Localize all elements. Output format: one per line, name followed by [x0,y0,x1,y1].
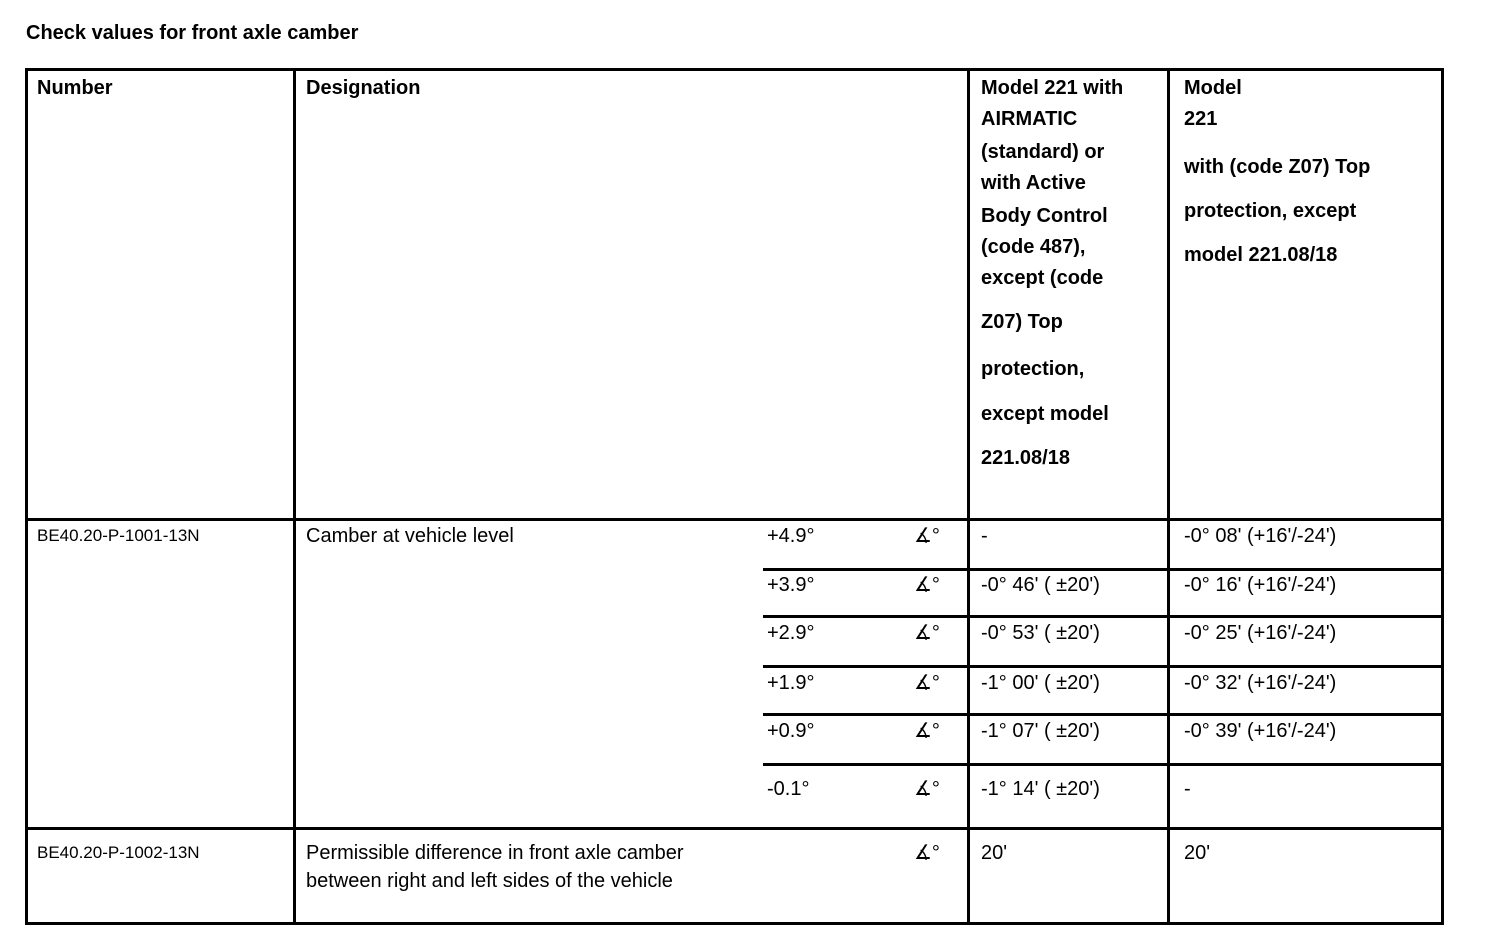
level-value: +3.9° [767,574,815,596]
airmatic-value: -0° 46' ( ±20') [981,574,1100,596]
col-divider-designation [967,68,970,925]
header-line: (code 487), [981,236,1086,258]
header-line: protection, [981,358,1085,380]
header-line: Body Control [981,205,1108,227]
page-title: Check values for front axle camber [26,22,359,44]
header-line: 221 [1184,108,1218,130]
header-line: Z07) Top [981,311,1063,333]
row-divider [25,827,1444,830]
row-designation-line-2: between right and left sides of the vehicle [306,870,673,892]
header-line: with Active [981,172,1086,194]
level-value: -0.1° [767,778,810,800]
subrow-divider-5 [763,763,1444,766]
top-protection-value: -0° 25' (+16'/-24') [1184,622,1337,644]
subrow-divider-1 [763,568,1444,571]
top-protection-value: -0° 39' (+16'/-24') [1184,720,1337,742]
airmatic-value: - [981,525,988,547]
row-designation: Camber at vehicle level [306,525,514,547]
airmatic-value: -1° 14' ( ±20') [981,778,1100,800]
top-protection-value: -0° 32' (+16'/-24') [1184,672,1337,694]
header-line: Model [1184,77,1242,99]
header-number: Number [37,77,113,99]
top-protection-value: 20' [1184,842,1211,864]
subrow-divider-4 [763,713,1444,716]
table-border-bottom [25,922,1444,925]
table-border-right [1441,68,1444,925]
angle-unit-icon: ∡° [914,842,940,864]
row-designation-line-1: Permissible difference in front axle camber [306,842,684,864]
subrow-divider-3 [763,665,1444,668]
level-value: +2.9° [767,622,815,644]
col-divider-number [293,68,296,925]
top-protection-value: -0° 08' (+16'/-24') [1184,525,1337,547]
level-value: +1.9° [767,672,815,694]
airmatic-value: 20' [981,842,1008,864]
header-line: model 221.08/18 [1184,244,1338,266]
airmatic-value: -1° 07' ( ±20') [981,720,1100,742]
row-number: BE40.20-P-1001-13N [37,526,200,545]
subrow-divider-2 [763,615,1444,618]
row-number: BE40.20-P-1002-13N [37,843,200,862]
header-line: with (code Z07) Top [1184,156,1371,178]
level-value: +4.9° [767,525,815,547]
angle-unit-icon: ∡° [914,622,940,644]
table-border-left [25,68,28,925]
top-protection-value: - [1184,778,1191,800]
header-line: except model [981,403,1109,425]
angle-unit-icon: ∡° [914,574,940,596]
header-row-divider [25,518,1444,521]
angle-unit-icon: ∡° [914,525,940,547]
header-line: (standard) or [981,141,1105,163]
airmatic-value: -1° 00' ( ±20') [981,672,1100,694]
angle-unit-icon: ∡° [914,672,940,694]
level-value: +0.9° [767,720,815,742]
header-line: except (code [981,267,1104,289]
header-line: protection, except [1184,200,1357,222]
header-designation: Designation [306,77,421,99]
table-border-top [25,68,1444,71]
col-divider-airmatic [1167,68,1170,925]
header-line: Model 221 with [981,77,1124,99]
airmatic-value: -0° 53' ( ±20') [981,622,1100,644]
top-protection-value: -0° 16' (+16'/-24') [1184,574,1337,596]
header-line: 221.08/18 [981,447,1070,469]
header-line: AIRMATIC [981,108,1078,130]
angle-unit-icon: ∡° [914,778,940,800]
angle-unit-icon: ∡° [914,720,940,742]
